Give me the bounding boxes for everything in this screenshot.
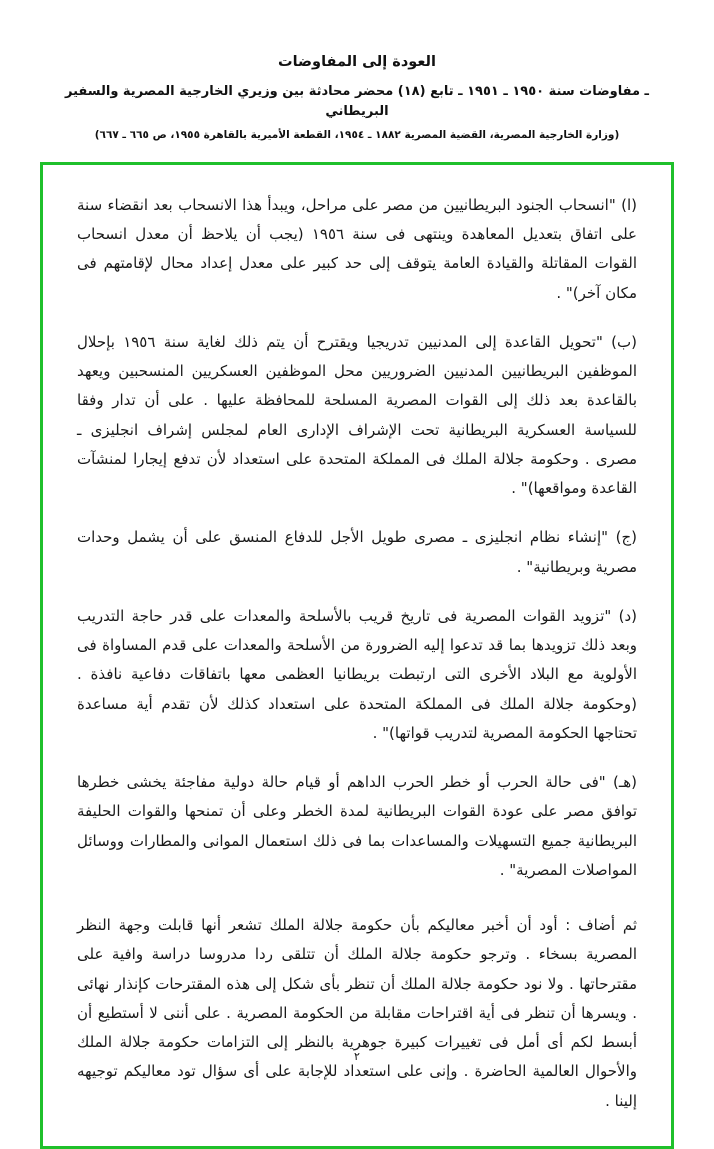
page-title: العودة إلى المفاوضات [278,54,436,70]
paragraph: (هـ) "فى حالة الحرب أو خطر الحرب الداهم أو قيام حالة دولية مفاجئة يخشى خطرها توافق مصر على عودة القوات البريطانية لمدة الخطر وعلى أن تمنحها والقوات الحليفة البريطانية جميع التسهيلات والمساعدات بما فى ذلك استعمال الموانى والمطارات ووسائل المواصلات المصرية" . [77,773,637,879]
framed-text-block [40,162,674,1149]
paragraph: (ا) "انسحاب الجنود البريطانيين من مصر على مراحل، ويبدأ هذا الانسحاب بعد انقضاء سنة على اتفاق بتعديل المعاهدة وينتهى فى سنة ١٩٥٦ (يجب أن يلاحظ أن معدل انسحاب القوات المقاتلة والقيادة العامة يتوقف إلى حد كبير على معدل إعداد محال لإقامتهم فى مكان آخر)" . [77,195,637,302]
document-subtitle: ـ مفاوضات سنة ١٩٥٠ ـ ١٩٥١ ـ تابع (١٨) محضر محادثة بين وزيري الخارجية المصرية والسفير البريطاني [65,84,649,119]
paragraph: ثم أضاف : أود أن أخبر معاليكم بأن حكومة جلالة الملك تشعر أنها قابلت وجهة النظر المصرية بسخاء . وترجو حكومة جلالة الملك أن تتلقى ردا مدروسا دراسة وافية على مقترحاتها . ولا نود حكومة جلالة الملك أن تنظر بأى شكل إلى هذه المقترحات كإنذار نهائى . ويسرها أن تنظر فى أية اقتراحات مقابلة من الحكومة المصرية . على أننى لا أستطيع أن أبسط لكم أى أمل فى تغييرات كبيرة جوهرية بالنظر إلى التزامات حكومة جلالة الملك والأحوال العالمية الحاضرة . وإنى على استعداد للإجابة على أى سؤال تود معاليكم توجيهه إلينا . [77,916,637,1110]
paragraph: (ب) "تحويل القاعدة إلى المدنيين تدريجيا ويقترح أن يتم ذلك لغاية سنة ١٩٥٦ بإحلال الموظفين البريطانيين المدنيين الضروريين محل الموظفين العسكريين المنسحبين ويعهد بالقاعدة بعد ذلك إلى القوات المصرية المسلحة للمحافظة عليها . على أن تدار وفقا للسياسة العسكرية البريطانية تحت الإشراف الإدارى العام لمجلس إشراف انجليزى ـ مصرى . وحكومة جلالة الملك فى المملكة المتحدة على استعداد لأن تدفع إيجارا لمنشآت القاعدة ومواقعها)" . [77,332,637,497]
paragraph: (د) "تزويد القوات المصرية فى تاريخ قريب بالأسلحة والمعدات على قدر حاجة التدريب وبعد ذلك تزويدها بما قد تدعوا إليه الضرورة من الأسلحة والمعدات على قدم المساواة فى الأولوية مع البلاد الأخرى التى ارتبطت بريطانيا العظمى معها باتفاقات دفاعية نافذة . (وحكومة جلالة الملك فى المملكة المتحدة على استعداد كذلك لأن تقدم أية مساعدة تحتاجها الحكومة المصرية لتدريب قواتها)" . [77,606,637,742]
document-source-citation: (وزارة الخارجية المصرية، القضية المصرية ١٨٨٢ ـ ١٩٥٤، القطعة الأميرية بالقاهرة ١٩٥٥، ص ٦٦٥ ـ ٦٦٧) [94,129,620,141]
paragraph: (ج) "إنشاء نظام انجليزى ـ مصرى طويل الأجل للدفاع المنسق على أن يشمل وحدات مصرية وبريطانية" . [77,528,637,576]
page-number: ٢ [354,1050,360,1063]
